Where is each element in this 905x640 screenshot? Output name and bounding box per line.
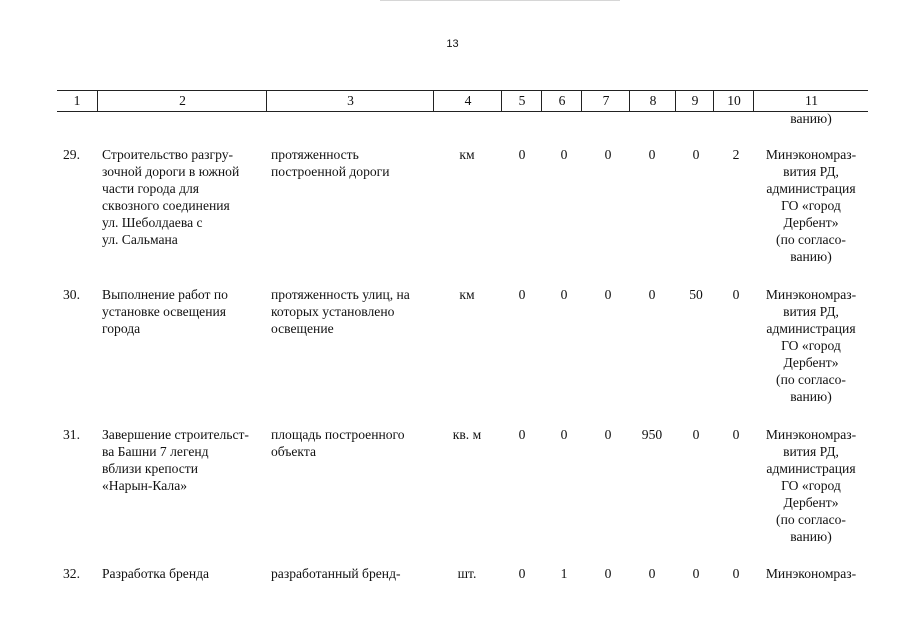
value-col-10: 2 [732, 147, 740, 162]
responsible-line-4: ГО «город [781, 478, 841, 493]
responsible-line-3: администрация [766, 321, 856, 336]
page-number: 13 [446, 38, 459, 50]
indicator-name [271, 426, 435, 460]
unit-of-measure: км [459, 147, 475, 162]
responsible-line-7: ванию) [790, 249, 832, 264]
item-name-line-3: части города для [102, 181, 200, 196]
value-col-9: 0 [692, 427, 700, 442]
responsible-line-3: администрация [766, 461, 856, 476]
value-col-5: 0 [518, 287, 526, 302]
responsible-line-6: (по согласо- [776, 232, 846, 247]
row-number: 30. [63, 287, 80, 302]
value-col-8: 0 [648, 147, 656, 162]
value-col-7: 0 [604, 147, 612, 162]
value-col-7: 0 [604, 427, 612, 442]
responsible-line-7: ванию) [790, 529, 832, 544]
responsible-line-7: ванию) [790, 389, 832, 404]
responsible-line-6: (по согласо- [776, 372, 846, 387]
responsible-line-1: Минэкономраз- [765, 287, 857, 302]
responsible-line-1: Минэкономраз- [765, 147, 857, 162]
responsible-line-2: вития РД, [783, 444, 839, 459]
indicator-name-line-1: разработанный бренд- [271, 566, 401, 581]
header-col-8: 8 [629, 91, 676, 111]
value-col-10: 0 [732, 427, 740, 442]
responsible-line-5: Дербент» [783, 355, 839, 370]
header-col-10: 10 [713, 91, 754, 111]
value-col-7: 0 [604, 287, 612, 302]
value-col-5: 0 [518, 427, 526, 442]
item-name-line-2: зочной дороги в южной [102, 164, 240, 179]
carryover-text: ванию) [790, 111, 832, 126]
value-col-9: 0 [692, 566, 700, 581]
indicator-name-line-1: протяженность улиц, на [271, 287, 410, 302]
value-col-6: 0 [560, 427, 568, 442]
header-col-1: 1 [73, 93, 81, 108]
header-col-5: 5 [501, 91, 542, 111]
value-col-7: 0 [604, 566, 612, 581]
scan-edge-line [380, 0, 620, 1]
header-col-7: 7 [581, 91, 630, 111]
indicator-name-line-3: освещение [271, 321, 334, 336]
item-name [102, 426, 262, 494]
indicator-name-line-2: построенной дороги [271, 164, 390, 179]
header-col-2: 2 [97, 91, 267, 111]
indicator-name [271, 565, 435, 582]
value-col-8: 0 [648, 566, 656, 581]
value-col-9: 50 [689, 287, 703, 302]
responsible-executor [757, 565, 865, 582]
row-number: 31. [63, 427, 80, 442]
responsible-line-5: Дербент» [783, 495, 839, 510]
item-name-line-1: Завершение строительст- [102, 427, 249, 442]
responsible-executor [757, 426, 865, 545]
value-col-5: 0 [518, 147, 526, 162]
responsible-line-4: ГО «город [781, 338, 841, 353]
item-name [102, 146, 262, 248]
item-name-line-4: «Нарын-Кала» [102, 478, 188, 493]
value-col-9: 0 [692, 147, 700, 162]
value-col-8: 950 [641, 427, 663, 442]
responsible-executor [757, 146, 865, 265]
item-name-line-4: сквозного соединения [102, 198, 230, 213]
responsible-line-5: Дербент» [783, 215, 839, 230]
value-col-6: 0 [560, 147, 568, 162]
item-name-line-3: города [102, 321, 141, 336]
responsible-line-6: (по согласо- [776, 512, 846, 527]
item-name-line-2: установке освещения [102, 304, 227, 319]
item-name-line-1: Разработка бренда [102, 566, 210, 581]
responsible-line-1: Минэкономраз- [765, 427, 857, 442]
item-name-line-1: Выполнение работ по [102, 287, 228, 302]
header-col-6: 6 [541, 91, 582, 111]
indicator-name-line-1: протяженность [271, 147, 359, 162]
indicator-name-line-1: площадь построенного [271, 427, 405, 442]
header-col-9: 9 [675, 91, 714, 111]
responsible-line-2: вития РД, [783, 164, 839, 179]
indicator-name-line-2: объекта [271, 444, 317, 459]
item-name [102, 286, 262, 337]
responsible-line-1: Минэкономраз- [765, 566, 857, 581]
value-col-8: 0 [648, 287, 656, 302]
indicator-name [271, 286, 435, 337]
table-header-row [57, 90, 868, 112]
responsible-line-3: администрация [766, 181, 856, 196]
responsible-line-2: вития РД, [783, 304, 839, 319]
item-name-line-6: ул. Сальмана [102, 232, 178, 247]
value-col-10: 0 [732, 566, 740, 581]
value-col-6: 0 [560, 287, 568, 302]
row-number: 29. [63, 147, 80, 162]
unit-of-measure: км [459, 287, 475, 302]
responsible-line-4: ГО «город [781, 198, 841, 213]
value-col-5: 0 [518, 566, 526, 581]
header-col-4: 4 [433, 91, 502, 111]
item-name-line-2: ва Башни 7 легенд [102, 444, 209, 459]
header-col-3: 3 [266, 91, 434, 111]
value-col-10: 0 [732, 287, 740, 302]
responsible-executor [757, 286, 865, 405]
item-name-line-5: ул. Шеболдаева с [102, 215, 203, 230]
row-number: 32. [63, 566, 80, 581]
value-col-6: 1 [560, 566, 568, 581]
header-col-11: 11 [753, 91, 869, 111]
unit-of-measure: шт. [457, 566, 477, 581]
item-name-line-1: Строительство разгру- [102, 147, 234, 162]
item-name [102, 565, 262, 582]
indicator-name-line-2: которых установлено [271, 304, 395, 319]
item-name-line-3: вблизи крепости [102, 461, 199, 476]
unit-of-measure: кв. м [452, 427, 482, 442]
indicator-name [271, 146, 435, 180]
